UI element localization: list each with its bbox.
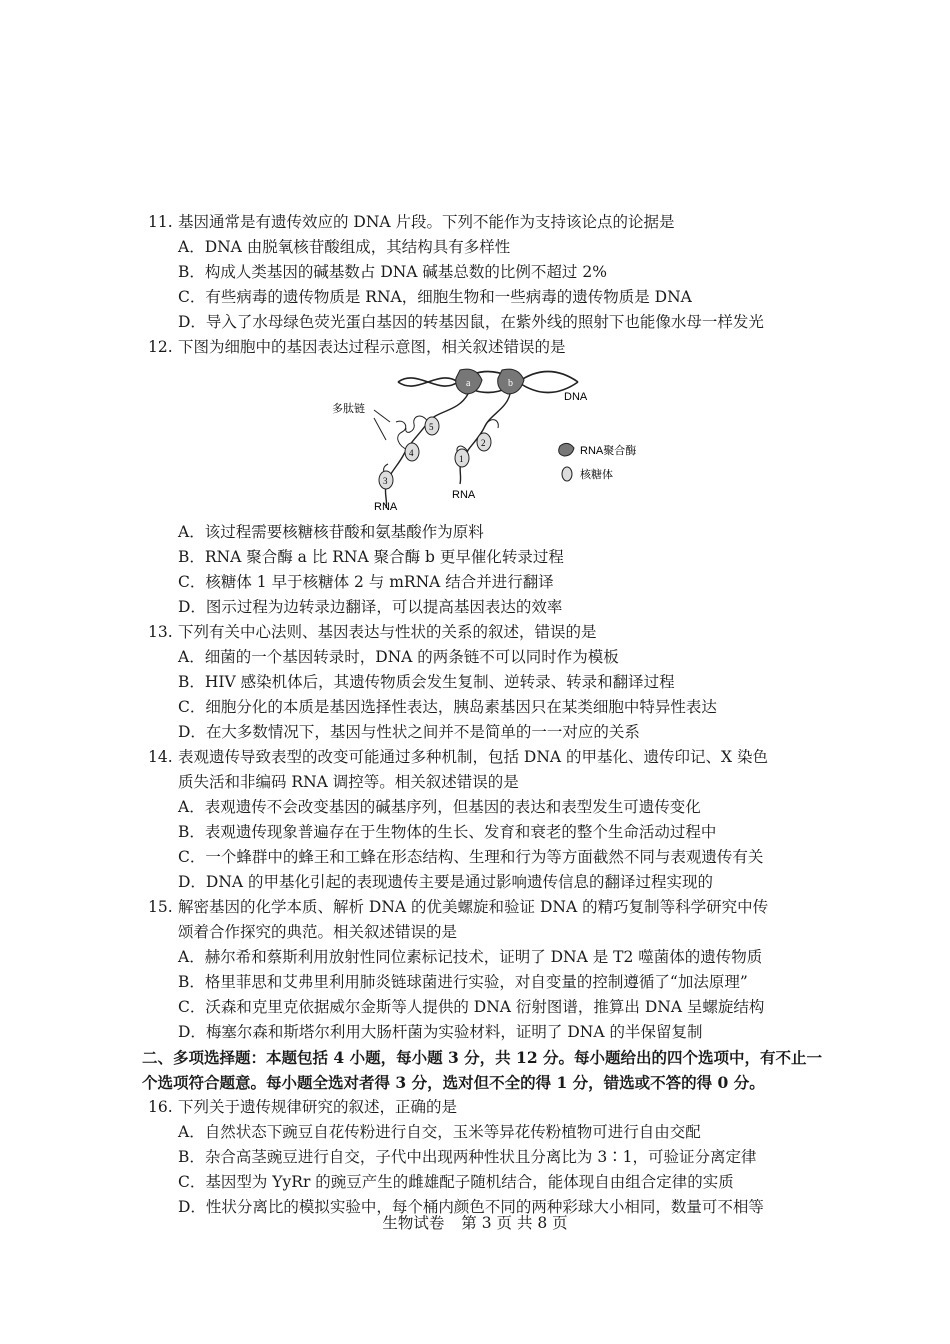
question-stem: 14. 表观遗传导致表型的改变可能通过多种机制，包括 DNA 的甲基化、遗传印记、X 染色 <box>148 745 828 770</box>
page-footer <box>0 1212 950 1234</box>
option-b: B．构成人类基因的碱基数占 DNA 碱基总数的比例不超过 2% <box>178 263 607 281</box>
option-c: C．有些病毒的遗传物质是 RNA，细胞生物和一些病毒的遗传物质是 DNA <box>178 288 692 306</box>
question-stem: 11. 基因通常是有遗传效应的 DNA 片段。下列不能作为支持该论点的论据是 <box>148 210 828 235</box>
question-number: 11. <box>148 213 173 231</box>
option-d: D．DNA 的甲基化引起的表现遗传主要是通过影响遗传信息的翻译过程实现的 <box>178 873 714 891</box>
option-b: B．杂合高茎豌豆进行自交，子代中出现两种性状且分离比为 3∶1，可验证分离定律 <box>178 1148 757 1166</box>
ribosome-5-label: 5 <box>429 422 434 432</box>
option-a: A．细菌的一个基因转录时，DNA 的两条链不可以同时作为模板 <box>178 648 619 666</box>
option-a: A．自然状态下豌豆自花传粉进行自交，玉米等异花传粉植物可进行自由交配 <box>178 1123 701 1141</box>
question-11 <box>148 210 828 335</box>
question-stem-continued: 质失活和非编码 RNA 调控等。相关叙述错误的是 <box>178 773 519 791</box>
option-a: A．DNA 由脱氧核苷酸组成，其结构具有多样性 <box>178 238 511 256</box>
questions-content <box>142 210 828 1220</box>
footer-subject: 生物试卷 <box>382 1214 445 1232</box>
option-c: C．沃森和克里克依据威尔金斯等人提供的 DNA 衍射图谱，推算出 DNA 呈螺旋结构 <box>178 998 765 1016</box>
question-15 <box>148 895 828 1045</box>
question-stem: 16. 下列关于遗传规律研究的叙述，正确的是 <box>148 1095 828 1120</box>
option-b: B．表观遗传现象普遍存在于生物体的生长、发育和衰老的整个生命活动过程中 <box>178 823 717 841</box>
option-c: C．一个蜂群中的蜂王和工蜂在形态结构、生理和行为等方面截然不同与表观遗传有关 <box>178 848 764 866</box>
ribosome-2-label: 2 <box>481 438 486 448</box>
question-13 <box>148 620 828 745</box>
question-number: 14. <box>148 748 173 766</box>
footer-page-number: 第 3 页 共 8 页 <box>461 1214 568 1232</box>
question-16 <box>148 1095 828 1220</box>
polymerase-b-label: b <box>508 378 513 389</box>
polymerase-legend-icon <box>559 443 574 456</box>
question-number: 12. <box>148 338 173 356</box>
polypeptide-label: 多肽链 <box>332 403 365 415</box>
option-c: C．细胞分化的本质是基因选择性表达，胰岛素基因只在某类细胞中特异性表达 <box>178 698 717 716</box>
gene-expression-diagram <box>148 362 828 514</box>
option-d: D．导入了水母绿色荧光蛋白基因的转基因鼠，在紫外线的照射下也能像水母一样发光 <box>178 313 764 331</box>
option-b: B．格里菲思和艾弗里利用肺炎链球菌进行实验，对自变量的控制遵循了“加法原理” <box>178 973 748 991</box>
gene-expression-svg <box>328 362 648 514</box>
question-stem: 15. 解密基因的化学本质、解析 DNA 的优美螺旋和验证 DNA 的精巧复制等科学研究中传 <box>148 895 828 920</box>
section-2-line2: 个选项符合题意。每小题全选对者得 3 分，选对但不全的得 1 分，错选或不答的得 0 分。 <box>142 1073 765 1092</box>
legend-polymerase: RNA聚合酶 <box>580 445 637 457</box>
ribosome-1-label: 1 <box>459 454 464 464</box>
option-a: A．该过程需要核糖核苷酸和氨基酸作为原料 <box>178 523 484 541</box>
section-2-header <box>142 1045 828 1095</box>
option-c: C．核糖体 1 早于核糖体 2 与 mRNA 结合并进行翻译 <box>178 573 554 591</box>
option-b: B．HIV 感染机体后，其遗传物质会发生复制、逆转录、转录和翻译过程 <box>178 673 675 691</box>
ribosome-3-label: 3 <box>383 476 388 486</box>
option-c: C．基因型为 YyRr 的豌豆产生的雌雄配子随机结合，能体现自由组合定律的实质 <box>178 1173 734 1191</box>
rna-label-left: RNA <box>374 501 398 513</box>
option-d: D．图示过程为边转录边翻译，可以提高基因表达的效率 <box>178 598 563 616</box>
option-a: A．表观遗传不会改变基因的碱基序列，但基因的表达和表型发生可遗传变化 <box>178 798 701 816</box>
option-d: D．性状分离比的模拟实验中，每个桶内颜色不同的两种彩球大小相同，数量可不相等 <box>178 1198 764 1216</box>
option-a: A．赫尔希和蔡斯利用放射性同位素标记技术，证明了 DNA 是 T2 噬菌体的遗传物质 <box>178 948 763 966</box>
ribosome-4-label: 4 <box>409 448 414 458</box>
question-stem: 13. 下列有关中心法则、基因表达与性状的关系的叙述，错误的是 <box>148 620 828 645</box>
ribosome-legend-icon <box>562 467 572 481</box>
dna-label: DNA <box>564 391 588 403</box>
question-stem-continued: 颂着合作探究的典范。相关叙述错误的是 <box>178 923 458 941</box>
legend-ribosome: 核糖体 <box>580 469 613 481</box>
question-number: 13. <box>148 623 173 641</box>
option-b: B．RNA 聚合酶 a 比 RNA 聚合酶 b 更早催化转录过程 <box>178 548 564 566</box>
rna-label-mid: RNA <box>452 489 476 501</box>
option-d: D．在大多数情况下，基因与性状之间并不是简单的一一对应的关系 <box>178 723 640 741</box>
question-number: 16. <box>148 1098 173 1116</box>
question-12 <box>148 335 828 620</box>
option-d: D．梅塞尔森和斯塔尔利用大肠杆菌为实验材料，证明了 DNA 的半保留复制 <box>178 1023 703 1041</box>
question-14 <box>148 745 828 895</box>
question-stem: 12. 下图为细胞中的基因表达过程示意图，相关叙述错误的是 <box>148 335 828 360</box>
polymerase-a-label: a <box>466 378 471 389</box>
question-number: 15. <box>148 898 173 916</box>
section-2-line1: 二、多项选择题：本题包括 4 小题，每小题 3 分，共 12 分。每小题给出的四个选项中，有不止一 <box>142 1048 823 1067</box>
